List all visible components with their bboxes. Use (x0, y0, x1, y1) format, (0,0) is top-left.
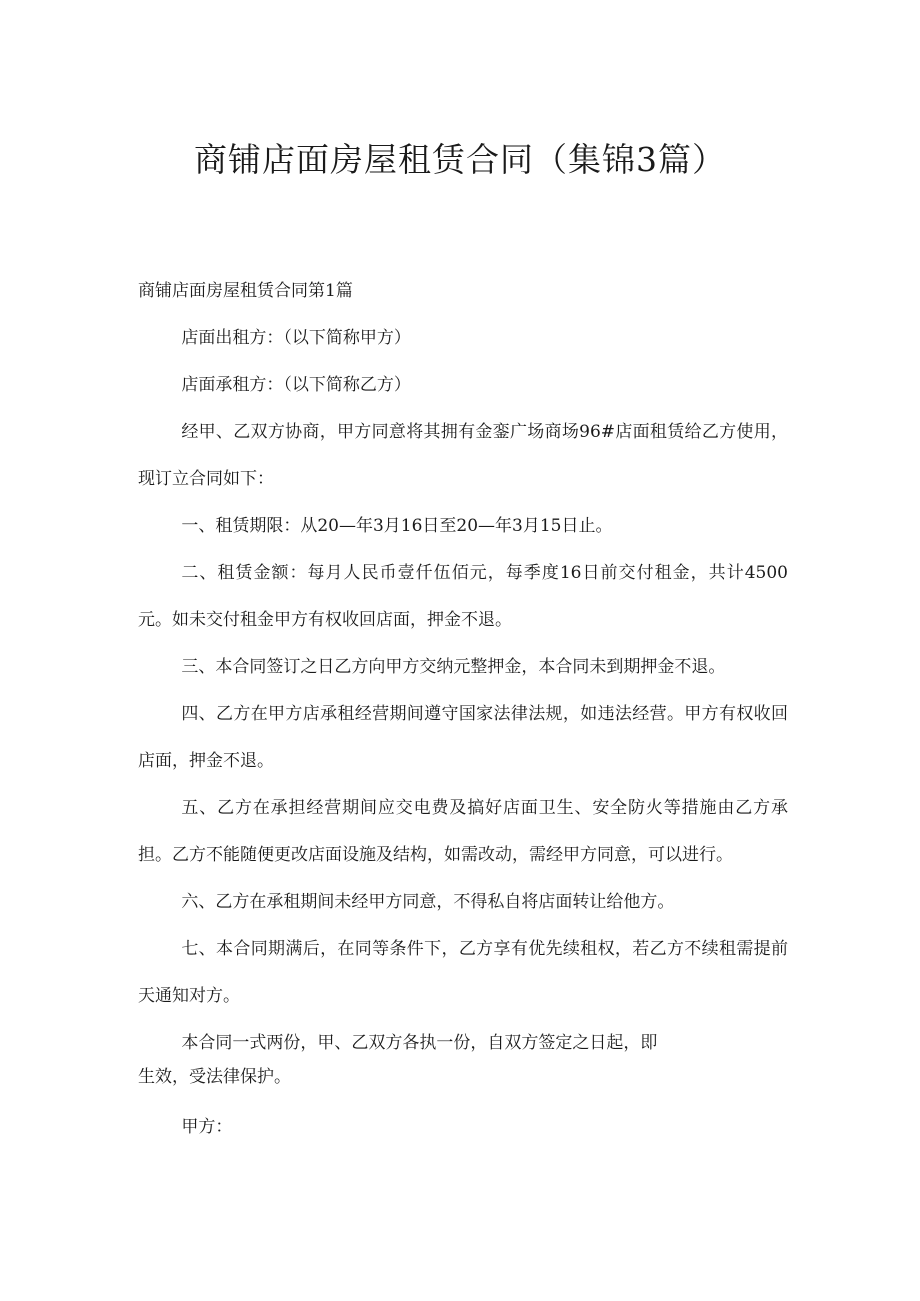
section-heading: 商铺店面房屋租赁合同第1篇 (138, 281, 353, 301)
clause-6-no-transfer: 六、乙方在承租期间未经甲方同意，不得私自将店面转让给他方。 (181, 892, 675, 912)
document-body (138, 268, 788, 1151)
closing-line-2: 生效，受法律保护。 (138, 1067, 291, 1087)
paragraph-agreement: 经甲、乙双方协商，甲方同意将其拥有金銮广场商场96#店面租赁给乙方使用，现订立合同如下： (138, 422, 788, 489)
clause-4-legal-compliance: 四、乙方在甲方店承租经营期间遵守国家法律法规，如违法经营。甲方有权收回店面，押金不退。 (138, 704, 788, 771)
paragraph-lessee: 店面承租方：（以下简称乙方） (181, 375, 411, 395)
closing-paragraph (138, 1026, 788, 1094)
paragraph-lessor: 店面出租方：（以下简称甲方） (181, 328, 411, 348)
clause-2-rent-amount: 二、租赁金额：每月人民币壹仟伍佰元，每季度16日前交付租金，共计4500元。如未交付租金甲方有权收回店面，押金不退。 (138, 563, 788, 630)
party-a-signature-label: 甲方： (181, 1117, 233, 1137)
document-title: 商铺店面房屋租赁合同（集锦3篇） (194, 140, 726, 179)
clause-5-expenses: 五、乙方在承担经营期间应交电费及搞好店面卫生、安全防火等措施由乙方承担。乙方不能随便更改店面设施及结构，如需改动，需经甲方同意，可以进行。 (138, 798, 788, 865)
clause-3-deposit: 三、本合同签订之日乙方向甲方交纳元整押金，本合同未到期押金不退。 (181, 657, 726, 677)
clause-1-lease-term: 一、租赁期限：从20—年3月16日至20—年3月15日止。 (181, 516, 613, 536)
clause-7-renewal: 七、本合同期满后，在同等条件下，乙方享有优先续租权，若乙方不续租需提前天通知对方。 (138, 939, 788, 1006)
closing-line-1: 本合同一式两份，甲、乙双方各执一份，自双方签定之日起，即 (181, 1033, 658, 1053)
